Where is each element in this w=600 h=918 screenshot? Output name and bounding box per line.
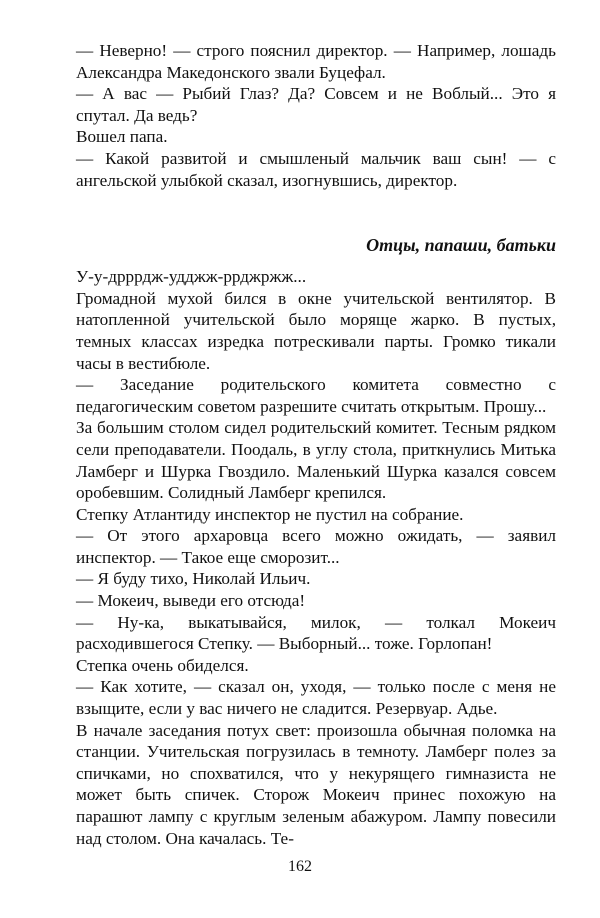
paragraph: — Неверно! — строго пояснил директор. — Например, лошадь Александра Македонского звали Буцефал.	[76, 41, 556, 82]
paragraph: — Мокеич, выведи его отсюда!	[76, 591, 306, 611]
paragraph: — Я буду тихо, Николай Ильич.	[76, 569, 311, 589]
body-text-block	[76, 266, 556, 849]
paragraph: — А вас — Рыбий Глаз? Да? Совсем и не Воблый... Это я спутал. Да ведь?	[76, 84, 556, 125]
paragraph: За большим столом сидел родительский комитет. Тесным рядком сели преподаватели. Поодаль, в углу стола, приткнулись Митька Ламберг и Шурка Гвоздило. Маленький Шурка казался совсем оробевшим. Солидный Ламберг крепился.	[76, 418, 556, 503]
paragraph: Вошел папа.	[76, 127, 168, 147]
paragraph: — Ну-ка, выкатывайся, милок, — толкал Мокеич расходившегося Степку. — Выборный... тоже. Горлопан!	[76, 612, 556, 654]
paragraph: — Заседание родительского комитета совместно с педагогическим советом разрешите считать открытым. Прошу...	[76, 375, 556, 416]
top-text-block	[76, 40, 556, 191]
paragraph: — От этого архаровца всего можно ожидать, — заявил инспектор. — Такое еще сморозит...	[76, 526, 556, 567]
page-number: 162	[288, 858, 312, 875]
section-gap	[76, 191, 556, 233]
paragraph: Степку Атлантиду инспектор не пустил на собрание.	[76, 504, 464, 524]
paragraph: В начале заседания потух свет: произошла обычная поломка на станции. Учительская погрузилась в темноту. Ламберг полез за спичками, но спохватился, что у некурящего гимназиста не может быть спичек. Сторож Мокеич принес похожую на парашют лампу с круглым зеленым абажуром. Лампу повесили над столом. Она качалась. Те-	[76, 720, 556, 848]
paragraph: У-у-дрррдж-удджж-ррджржж...	[76, 267, 307, 287]
paragraph: — Какой развитой и смышленый мальчик ваш сын! — с ангельской улыбкой сказал, изогнувшись, директор.	[76, 148, 556, 190]
paragraph: Громадной мухой бился в окне учительской вентилятор. В натопленной учительской было моряще жарко. В пустых, темных классах изредка потрескивали парты. Громко тикали часы в вестибюле.	[76, 288, 556, 373]
paragraph: Степка очень обиделся.	[76, 655, 249, 675]
paragraph: — Как хотите, — сказал он, уходя, — только после с меня не взыщите, если у вас ничего не сладится. Резервуар. Адье.	[76, 677, 556, 719]
section-title: Отцы, папаши, батьки	[366, 235, 556, 256]
